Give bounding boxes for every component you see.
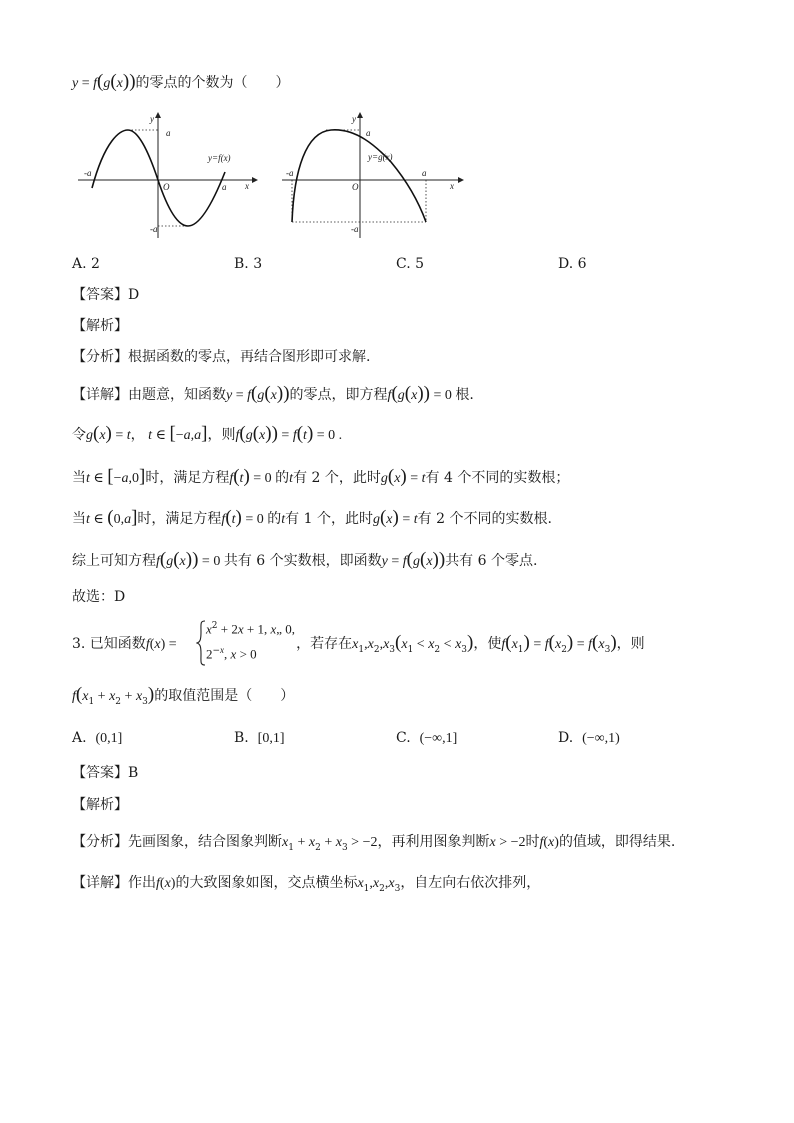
svg-text:y: y xyxy=(352,114,356,124)
svg-text:a: a xyxy=(422,168,427,178)
q2-option-b[interactable]: B. 3 xyxy=(234,256,263,272)
q3-analysis-heading: 【解析】 xyxy=(72,797,128,813)
graph-g xyxy=(276,110,466,240)
q2-fenxi: 【分析】根据函数的零点，再结合图形即可求解. xyxy=(72,349,371,365)
q2-detail-2: 令g(x) = t， t ∈ [−a,a]，则f(g(x)) = f(t) = 0 . xyxy=(72,423,343,444)
q3-detail: 【详解】作出f(x)的大致图象如图，交点横坐标$x_1,x_2,x_3$，自左向右依次排列， xyxy=(72,875,541,894)
q3-option-a[interactable]: A. (0,1] xyxy=(72,730,123,746)
svg-text:O: O xyxy=(352,182,359,192)
piecewise-case-2: $2^{-x}$, x > 0 xyxy=(206,645,257,662)
svg-text:a: a xyxy=(222,182,227,192)
q3-option-d[interactable]: D. (−∞,1) xyxy=(558,730,620,746)
svg-text:x: x xyxy=(245,181,249,191)
q2-option-a[interactable]: A. 2 xyxy=(72,256,100,272)
q2-analysis-heading: 【解析】 xyxy=(72,318,128,334)
piecewise-brace xyxy=(196,620,206,666)
q2-detail-4: 当t ∈ (0,a]时，满足方程f(t) = 0 的t有 1 个，此时g(x) = t有 2 个不同的实数根. xyxy=(72,507,552,528)
q3-option-b[interactable]: B. [0,1] xyxy=(234,730,285,746)
svg-text:x: x xyxy=(450,181,454,191)
q3-answer: 【答案】B xyxy=(72,765,139,781)
q2-option-c[interactable]: C. 5 xyxy=(396,256,425,272)
svg-text:y=g(x): y=g(x) xyxy=(368,152,393,162)
svg-text:-a: -a xyxy=(351,224,359,234)
svg-text:-a: -a xyxy=(150,224,158,234)
q2-detail-5: 综上可知方程f(g(x)) = 0 共有 6 个实数根，即函数y = f(g(x))共有 6 个零点. xyxy=(72,549,538,570)
svg-text:y: y xyxy=(150,114,154,124)
q2-option-d[interactable]: D. 6 xyxy=(558,256,587,272)
svg-text:-a: -a xyxy=(286,168,294,178)
q2-detail-3: 当t ∈ [−a,0]时，满足方程f(t) = 0 的t有 2 个，此时g(x) = t有 4 个不同的实数根； xyxy=(72,466,570,487)
svg-text:-a: -a xyxy=(84,168,92,178)
q2-answer: 【答案】D xyxy=(72,287,140,303)
svg-text:O: O xyxy=(163,182,170,192)
q3-stem-1: 3. 已知函数f(x) = ，若存在$x_1,x_2,x_3(x_1 < x_2 < x_3)$，使$f(x_1) = f(x_2) = f(x_3)$，则 xyxy=(72,632,645,655)
svg-text:a: a xyxy=(366,128,371,138)
piecewise-case-1: $x^2 + 2x + 1$, x„ 0, xyxy=(206,621,296,637)
q3-stem-2: $f(x_1 + x_2 + x_3)$的取值范围是（ ） xyxy=(72,684,295,707)
q2-final-choice: 故选：D xyxy=(72,589,126,605)
q3-option-c[interactable]: C. (−∞,1] xyxy=(396,730,458,746)
svg-text:y=f(x): y=f(x) xyxy=(208,153,231,163)
q2-stem-tail: y = f(g(x))的零点的个数为（ ） xyxy=(72,71,290,92)
q3-fenxi: 【分析】先画图象，结合图象判断$x_1 + x_2 + x_3 > -2$，再利用图象判断x > −2时f(x)的值域，即得结果. xyxy=(72,834,676,853)
graph-f xyxy=(70,110,260,240)
svg-text:a: a xyxy=(166,128,171,138)
q2-detail-1: 【详解】由题意，知函数y = f(g(x))的零点，即方程f(g(x)) = 0 根. xyxy=(72,383,474,404)
